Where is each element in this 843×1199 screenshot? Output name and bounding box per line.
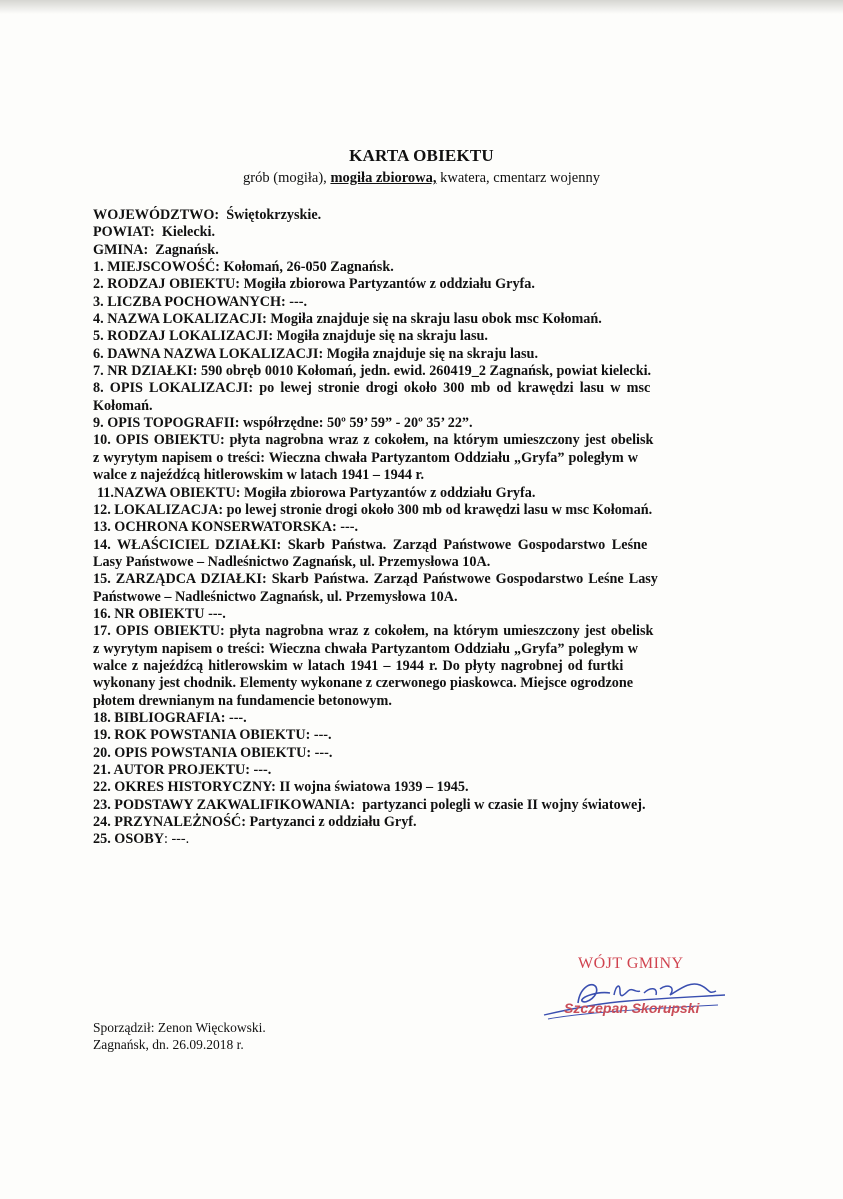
field-11: [93, 485, 757, 502]
prepared-by: Sporządził: Zenon Więckowski.: [93, 1020, 266, 1035]
field-3: [93, 294, 757, 311]
field-value: po lewej stronie drogi około 300 mb od krawędzi lasu w msc Kołomań.: [226, 501, 653, 518]
field-value: Skarb Państwa. Zarząd Państwowe Gospodarstwo Leśne: [287, 536, 648, 553]
field-25: [93, 831, 757, 848]
field-value: płyta nagrobna wraz z cokołem, na którym umieszczony jest obelisk: [229, 432, 654, 449]
field-20: [93, 745, 757, 762]
field-14: [93, 537, 757, 554]
field-value: Mogiła znajduje się na skraju lasu.: [326, 345, 538, 362]
document-title: KARTA OBIEKTU: [349, 146, 494, 165]
field-8: [93, 380, 757, 397]
field-value: Zagnańsk.: [155, 241, 219, 258]
field-value: Świętokrzyskie.: [226, 207, 322, 223]
field-21: [93, 762, 757, 779]
field-value: ---.: [228, 709, 247, 726]
field-label: 6. DAWNA NAZWA LOKALIZACJI:: [93, 345, 324, 362]
place-date: Zagnańsk, dn. 26.09.2018 r.: [93, 1037, 244, 1052]
subtitle-option-grob: grób (mogiła),: [243, 170, 327, 186]
field-23: [93, 797, 757, 814]
field-value: 590 obręb 0010 Kołomań, jedn. ewid. 260419_2 Zagnańsk, powiat kielecki.: [201, 363, 652, 380]
signature-stamp: [540, 955, 740, 1035]
field-label: 21. AUTOR PROJEKTU:: [93, 762, 250, 778]
field-value: ---.: [314, 744, 333, 761]
field-18: [93, 710, 757, 727]
field-label: 7. NR DZIAŁKI:: [93, 363, 198, 380]
document-footer: [93, 1019, 266, 1053]
field-powiat: [93, 224, 757, 241]
field-label: 2. RODZAJ OBIEKTU:: [93, 276, 241, 293]
field-17-cont: z wyrytym napisem o treści: Wieczna chwała Partyzantom Oddziału „Gryfa” poległym w: [93, 640, 638, 657]
field-value: ---.: [313, 727, 332, 744]
field-13: [93, 519, 757, 536]
field-label: 23. PODSTAWY ZAKWALIFIKOWANIA:: [93, 796, 356, 813]
field-value: Mogiła zbiorowa Partyzantów z oddziału Gryfa.: [243, 276, 535, 293]
field-1: [93, 259, 757, 276]
field-value: Mogiła znajduje się na skraju lasu.: [276, 328, 488, 345]
field-value: Mogiła znajduje się na skraju lasu obok msc Kołomań.: [270, 311, 602, 328]
field-label: 10. OPIS OBIEKTU:: [93, 432, 225, 449]
field-17-cont3: wykonany jest chodnik. Elementy wykonane z czerwonego piaskowca. Miejsce ogrodzone: [93, 675, 634, 692]
field-10-cont2: walce z najeźdźcą hitlerowskim w latach 1941 – 1944 r.: [93, 467, 424, 484]
field-19: [93, 727, 757, 744]
field-value: płyta nagrobna wraz z cokołem, na którym umieszczony jest obelisk: [229, 623, 654, 640]
field-value: Kielecki.: [161, 224, 216, 241]
subtitle-option-rest: kwatera, cmentarz wojenny: [440, 170, 600, 186]
field-value: II wojna światowa 1939 – 1945.: [279, 779, 469, 796]
field-12: [93, 502, 757, 519]
field-value: Partyzanci z oddziału Gryf.: [249, 814, 417, 831]
field-15: [93, 571, 757, 588]
field-5: [93, 328, 757, 345]
stamp-name: Szczepan Skorupski: [564, 1000, 700, 1016]
field-label: POWIAT:: [93, 224, 155, 241]
field-17: [93, 623, 757, 640]
field-8-cont: Kołomań.: [93, 397, 153, 414]
field-label: 18. BIBLIOGRAFIA:: [93, 709, 226, 726]
field-15-cont: Państwowe – Nadleśnictwo Zagnańsk, ul. Przemysłowa 10A.: [93, 588, 458, 605]
stamp-title: WÓJT GMINY: [578, 955, 684, 972]
field-value: ---.: [340, 519, 359, 536]
field-label: GMINA:: [93, 241, 149, 258]
field-value: partyzanci polegli w czasie II wojny światowej.: [362, 796, 646, 813]
field-value: po lewej stronie drogi około 300 mb od krawędzi lasu w msc: [259, 380, 651, 397]
field-17-cont4: płotem drewnianym na fundamencie betonowym.: [93, 692, 392, 709]
field-value: współrzędne: 50º 59’ 59” - 20º 35’ 22”.: [243, 415, 473, 432]
field-label: 13. OCHRONA KONSERWATORSKA:: [93, 519, 337, 536]
field-wojewodztwo: [93, 207, 757, 224]
field-value: Mogiła zbiorowa Partyzantów z oddziału Gryfa.: [244, 484, 536, 501]
field-16: [93, 606, 757, 623]
field-6: [93, 346, 757, 363]
field-gmina: [93, 242, 757, 259]
field-label: 11.NAZWA OBIEKTU:: [97, 484, 241, 501]
field-9: [93, 415, 757, 432]
field-label: 4. NAZWA LOKALIZACJI:: [93, 311, 267, 328]
field-value: Skarb Państwa. Zarząd Państwowe Gospodarstwo Leśne Lasy: [271, 571, 658, 588]
field-label: 25. OSOBY: [93, 831, 164, 848]
scan-edge-shadow: [0, 0, 843, 14]
field-value: : ---.: [163, 831, 190, 848]
field-label: 12. LOKALIZACJA:: [93, 501, 224, 518]
field-22: [93, 779, 757, 796]
field-label: 3. LICZBA POCHOWANYCH:: [93, 293, 286, 310]
field-label: 22. OKRES HISTORYCZNY:: [93, 779, 276, 796]
field-value: ---.: [208, 605, 226, 622]
field-label: 16. NR OBIEKTU: [93, 605, 205, 622]
field-value: ---.: [289, 293, 308, 310]
field-label: 19. ROK POWSTANIA OBIEKTU:: [93, 727, 311, 744]
field-label: 17. OPIS OBIEKTU:: [93, 623, 225, 640]
field-17-cont2: walce z najeźdźcą hitlerowskim w latach 1941 – 1944 r. Do płyty nagrobnej od furtki: [93, 657, 624, 674]
field-label: 24. PRZYNALEŻNOŚĆ:: [93, 814, 246, 831]
field-label: 9. OPIS TOPOGRAFII:: [93, 415, 240, 432]
field-10: [93, 432, 757, 449]
field-value: ---.: [253, 762, 272, 778]
field-label: 1. MIEJSCOWOŚĆ:: [93, 259, 220, 276]
field-label: 15. ZARZĄDCA DZIAŁKI:: [93, 571, 267, 588]
field-2: [93, 276, 757, 293]
form-fields: [93, 207, 757, 849]
field-label: 14. WŁAŚCICIEL DZIAŁKI:: [93, 536, 282, 553]
field-label: 20. OPIS POWSTANIA OBIEKTU:: [93, 744, 312, 761]
field-value: Kołomań, 26-050 Zagnańsk.: [223, 259, 394, 276]
field-4: [93, 311, 757, 328]
field-label: 5. RODZAJ LOKALIZACJI:: [93, 328, 274, 345]
document-subtitle: [0, 170, 843, 187]
field-label: WOJEWÓDZTWO:: [93, 207, 220, 223]
subtitle-option-selected: mogiła zbiorowa,: [330, 170, 437, 186]
field-24: [93, 814, 757, 831]
field-10-cont: z wyrytym napisem o treści: Wieczna chwała Partyzantom Oddziału „Gryfa” poległym w: [93, 449, 638, 466]
field-14-cont: Lasy Państwowe – Nadleśnictwo Zagnańsk, ul. Przemysłowa 10A.: [93, 553, 491, 570]
field-7: [93, 363, 757, 380]
field-label: 8. OPIS LOKALIZACJI:: [93, 380, 254, 397]
